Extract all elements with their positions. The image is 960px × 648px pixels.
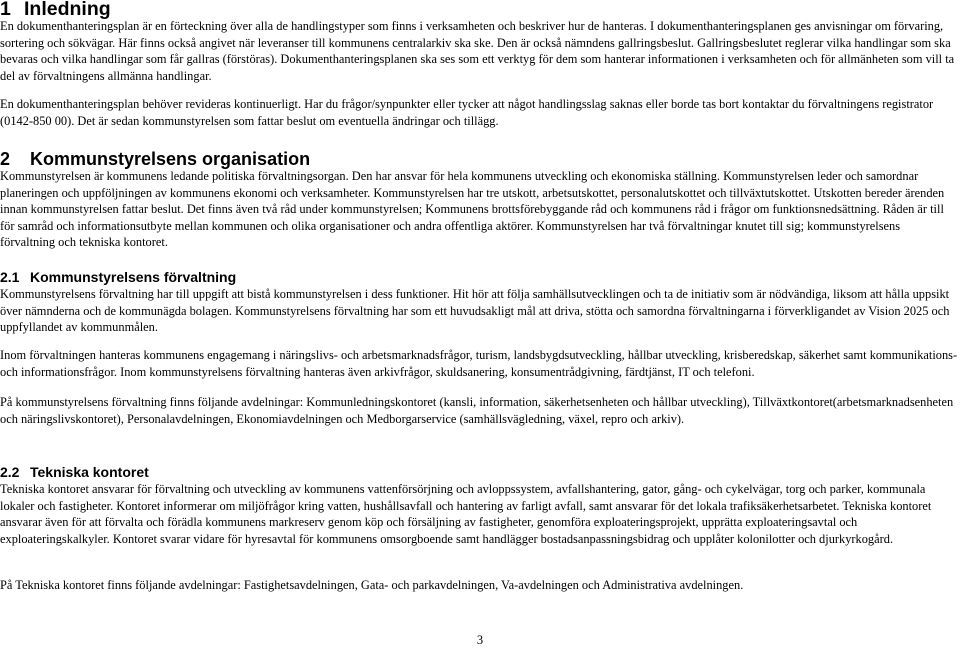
paragraph: Kommunstyrelsens förvaltning har till uppgift att bistå kommunstyrelsen i dess funktioner. Hit hör att följa samhällsutvecklingen och ta de initiativ som är nödvändiga, liksom att hålla uppsikt över nämnderna och de kommunägda bolagen. Kommunstyrelsens förvaltning har som ett huvudsakligt mål att driva, stötta och samordna förvaltningarna i förverkligandet av Vision 2025 och uppfyllandet av kommunmålen.: [0, 287, 950, 334]
paragraph: På Tekniska kontoret finns följande avdelningar: Fastighetsavdelningen, Gata- och parkavdelningen, Va-avdelningen och Administrativa avdelningen.: [0, 578, 744, 592]
page-number: 3: [476, 633, 484, 647]
heading-title: Kommunstyrelsens förvaltning: [30, 269, 237, 285]
paragraph: På kommunstyrelsens förvaltning finns följande avdelningar: Kommunledningskontoret (kansli, information, säkerhetsenheten och hållbar utveckling), Tillväxtkontoret(arbetsmarknadsenheten och näringslivskontoret), Personalavdelningen, Ekonomiavdelningen och Medborgarservice (samhällsvägledning, växel, repro och arkiv).: [0, 395, 954, 426]
heading-title: Tekniska kontoret: [30, 464, 149, 480]
heading-kommunstyrelsens-forvaltning: [0, 268, 236, 286]
paragraph: Tekniska kontoret ansvarar för förvaltning och utveckling av kommunens vattenförsörjning och avloppssystem, avfallshantering, gator, gång- och cykelvägar, torg och parker, kommunala lokaler och fastigheter. Kontoret informerar om miljöfrågor kring vatten, hushållsavfall och hantering av farligt avfall, samt ansvarar för det lokala trafiksäkerhetsarbetet. Tekniska kontoret ansvarar även för att förvalta och förädla kommunens markreserv genom köp och försäljning av fastigheter, genomföra exploateringsprojekt, upprätta exploateringsavtal och exploateringskalkyler. Kontoret svarar vidare för hyresavtal för kommunens omsorgboende samt handlägger bostadsanpassningsbidrag och upplåter kolonilotter och djurkyrkogård.: [0, 482, 932, 546]
heading-number: 2.2: [0, 464, 20, 480]
heading-title: Kommunstyrelsens organisation: [30, 149, 311, 169]
heading-number: 2.1: [0, 269, 20, 285]
heading-number: 1: [0, 0, 11, 20]
paragraph: Kommunstyrelsen är kommunens ledande politiska förvaltningsorgan. Den har ansvar för hela kommunens utveckling och ekonomiska ställning. Kommunstyrelsen leder och samordnar planeringen och uppföljningen av kommunens ekonomi och verksamheter. Kommunstyrelsen har tre utskott, arbetsutskottet, personalutskottet och tillväxtutskottet. Utskotten bereder ärenden innan kommunstyrelsen fattar beslut. Det finns även två råd under kommunstyrelsen; Kommunens brottsförebyggande råd och kommunens råd i frågor om funktionsnedsättning. Råden är till för samråd och informationsutbyte mellan kommunen och olika organisationer och andra offentliga aktörer. Kommunstyrelsen har två förvaltningar knutet till sig; kommunstyrelsens förvaltning och tekniska kontoret.: [0, 169, 945, 249]
paragraph: Inom förvaltningen hanteras kommunens engagemang i näringslivs- och arbetsmarknadsfrågor, turism, landsbygdsutveckling, hållbar utveckling, krisberedskap, säkerhet samt kommunikations- och informationsfrågor. Inom kommunstyrelsens förvaltning hanteras även arkivfrågor, skuldsanering, konsumentrådgivning, färdtjänst, IT och telefoni.: [0, 348, 958, 379]
heading-tekniska-kontoret: [0, 463, 149, 481]
heading-kommunstyrelsens-organisation: [0, 148, 310, 170]
heading-title: Inledning: [24, 0, 111, 20]
heading-number: 2: [0, 149, 11, 169]
paragraph: En dokumenthanteringsplan behöver revideras kontinuerligt. Har du frågor/synpunkter eller tycker att något handlingsslag saknas eller borde tas bort kontaktar du förvaltningens registrator (0142-850 00). Det är sedan kommunstyrelsen som fattar beslut om eventuella ändringar och tillägg.: [0, 97, 934, 128]
paragraph: En dokumenthanteringsplan är en förteckning över alla de handlingstyper som finns i verksamheten och beskriver hur de hanteras. I dokumenthanteringsplanen ges anvisningar om förvaring, sortering och sökvägar. Här finns också angivet när leveranser till kommunens centralarkiv ska ske. Den är också nämndens gallringsbeslut. Gallringsbeslutet reglerar vilka handlingar som ska bevaras och vilka handlingar som får gallras (förstöras). Dokumenthanteringsplanen ska ses som ett verktyg för dem som hanterar informationen i verksamheten och för allmänheten som vill ta del av förvaltningens allmänna handlingar.: [0, 19, 955, 83]
